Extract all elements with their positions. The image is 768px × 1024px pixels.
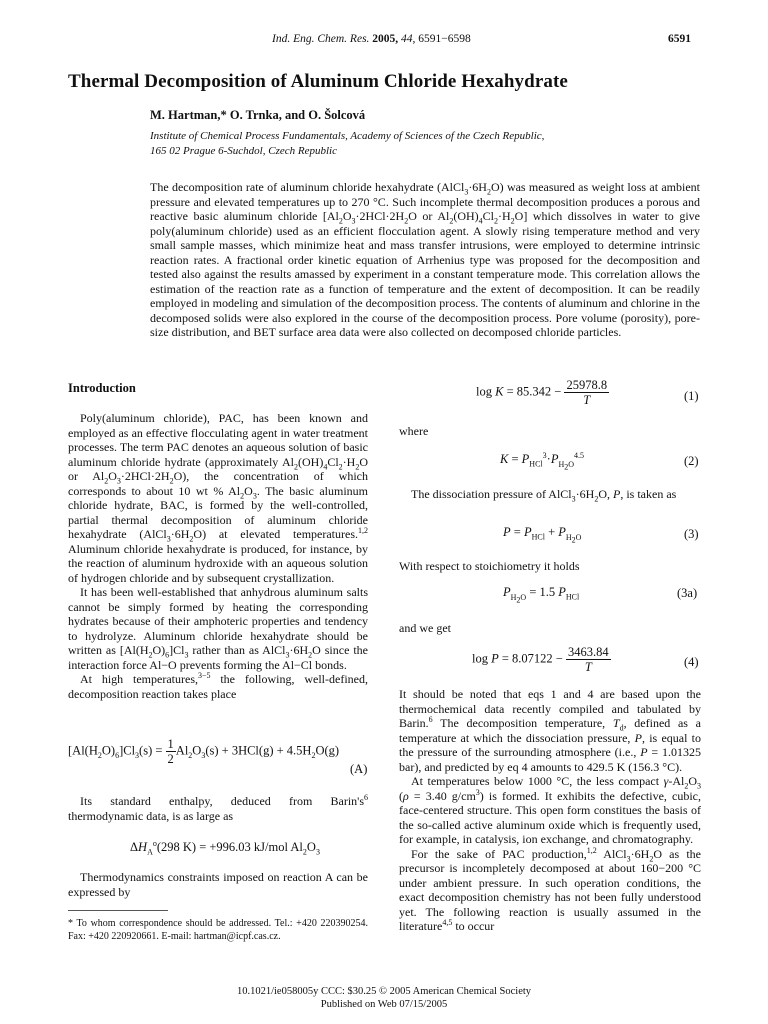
- correspondence-footnote: * To whom correspondence should be addressed. Tel.: +420 220390254. Fax: +420 220920661. E-mail: hartman@icpf.cas.cz.: [68, 918, 368, 942]
- right-column-text-3: It should be noted that eqs 1 and 4 are based upon the thermochemical data recently compiled and tabulated by Barin.$^6$ The decomposition temperature, $T_d$, defined as a temperature at which the dissociation pressure, P, is equal to the pressure of the surrounding atmosphere (i.e., P = 1.01325 bar), and predicted by eq 4 amounts to 429.5 K (156.3 °C). At temperatures below 1000 °C, the less compact $\gamma-Al_2O_3$ (ρ = 3.40 $g/cm^3$) is formed. It exhibits the defective, cubic, face-centered structure. This open form constitues the basis of the so-called active aluminum oxide which is frequently used, for example, in catalysis, ion exchange, and chromatography. For the sake of PAC production,$^{1,2}$ $AlCl_3\cdot 6H_2O$ as the precursor is incompletely decomposed at about 160−200 °C under ambient pressure. In such operation conditions, the exact decomposition chemistry has not been fully understood yet. The following reaction is usually assumed in the literature$^{4,5}$ to occur: [399, 687, 701, 933]
- left-column-text: Poly(aluminum chloride), PAC, has been known and employed as an effective flocculating agent in water treatment processes. The term PAC denotes an aqueous solution of basic aluminum chloride hydrate (approximately $Al_2(OH)_4Cl_2\cdot H_2O$ or $Al_2O_3\cdot 2HCl\cdot 2H_2O$), the concentration of which corresponds to about 10 wt % $Al_2O_3$. The basic aluminum chloride hydrate, BAC, is formed by the well-controlled, partial thermal decomposition of aluminum chloride hexahydrate $(AlCl_3\cdot 6H_2O)$ at elevated temperatures.$^{1,2}$ Aluminum chloride hexahydrate is produced, for instance, by the reaction of aluminum hydroxide with an aqueous solution of hydrogen chloride and by subsequent crystallization. It has been well-established that anhydrous aluminum salts cannot be simply formed by heating the corresponding hydrates because of their amphoteric properties and tendency to hydrolyze. Aluminum chloride hexahydrate should be written as $[Al(H_2O)_6]Cl_3$ rather than as $AlCl_3\cdot 6H_2O$ since the interaction force Al−O prevents forming the Al−Cl bonds. At high temperatures,$^{3-5}$ the following, well-defined, decomposition reaction takes place: [68, 411, 369, 701]
- equation-number-1: (1): [684, 389, 699, 403]
- left-column-text-2: Its standard enthalpy, deduced from $Barin's^6$ thermodynamic data, is as large as: [68, 793, 368, 823]
- footnote-rule: [68, 910, 168, 911]
- equation-4: log P = 8.07122 − $\frac{3463.84}{T}$: [472, 645, 609, 674]
- equation-3: $P = P_{HCl} + P_{H_2O}$: [503, 525, 582, 545]
- equation-number-2: (2): [684, 454, 699, 468]
- page-number: 6591: [668, 33, 691, 45]
- reaction-A: $[Al(H_2O)_6]Cl_3(s)$ = $\frac{1}{2}$ $Al_2O_3(s) + 3HCl(g) + 4.5H_2O(g)$: [68, 737, 340, 766]
- authors: M. Hartman,* O. Trnka, and O. Šolcová: [150, 108, 366, 122]
- equation-1: log K = 85.342 − $\frac{25978.8}{T}$: [476, 378, 608, 407]
- equation-3a: $P_{H_2O} = 1.5$ $P_{HCl}$: [503, 585, 580, 605]
- right-column-text-2: With respect to stoichiometry it holds: [399, 559, 580, 573]
- doi-copyright: 10.1021/ie058005y CCC: $30.25 © 2005 American Chemical Society Published on Web 07/15/2005: [236, 986, 532, 1010]
- equation-number-A: (A): [350, 762, 368, 776]
- equation-number-4: (4): [684, 655, 699, 669]
- equation-number-3a: (3a): [677, 586, 698, 600]
- paper-title: Thermal Decomposition of Aluminum Chloride Hexahydrate: [68, 71, 568, 92]
- affiliation: Institute of Chemical Process Fundamentals, Academy of Sciences of the Czech Republic, 165 02 Prague 6-Suchdol, Czech Republic: [150, 130, 545, 157]
- abstract: The decomposition rate of aluminum chloride hexahydrate $(AlCl_3\cdot 6H_2O)$ was measured as weight loss at ambient pressure and elevated temperatures up to 270 °C. Such incomplete thermal decomposition produces a porous and reactive basic aluminum chloride [$Al_2O_3\cdot 2HCl\cdot 2H_2O$ or $Al_2(OH)_4Cl_2\cdot H_2O$] which dissolves in water to give poly(aluminum chloride) used as an efficient flocculation agent. A slowly rising temperature method and very small sample masses, which minimize heat and mass transfer intrusions, were employed to determine intrinsic reaction rates. A fractional order kinetic equation of Arrhenius type was proposed for the decomposition and tested also against the results amassed by experiment in a constant temperature mode. This correlation allows the estimation of the reaction rate as a function of temperature and the extent of decomposition. It can be readily employed in modeling and simulation of the decomposition process. The contents of aluminum and chlorine in the decomposed solids were also explored in the course of the decomposition process. Pore volume (porosity), pore-size distribution, and BET surface area data were also collected on decomposed chloride particles.: [150, 180, 701, 339]
- equation-number-3: (3): [684, 527, 699, 541]
- where-text-1: where: [399, 424, 429, 438]
- right-column-text-1: The dissociation pressure of $AlCl_3\cdot 6H_2O$, P, is taken as: [411, 487, 677, 504]
- equation-2: $K = P_{HCl}^3\cdot P_{H_2O}^{4.5}$: [500, 450, 585, 472]
- enthalpy-equation: $\Delta H_A^o(298$ K) = +996.03 kJ/mol $Al_2O_3$: [130, 838, 320, 857]
- section-heading-introduction: Introduction: [68, 381, 136, 395]
- left-column-text-3: Thermodynamics constraints imposed on reaction A can be expressed by: [68, 870, 368, 899]
- and-we-get-text: and we get: [399, 621, 451, 635]
- journal-citation: Ind. Eng. Chem. Res. 2005, 44, 6591−6598: [272, 33, 471, 45]
